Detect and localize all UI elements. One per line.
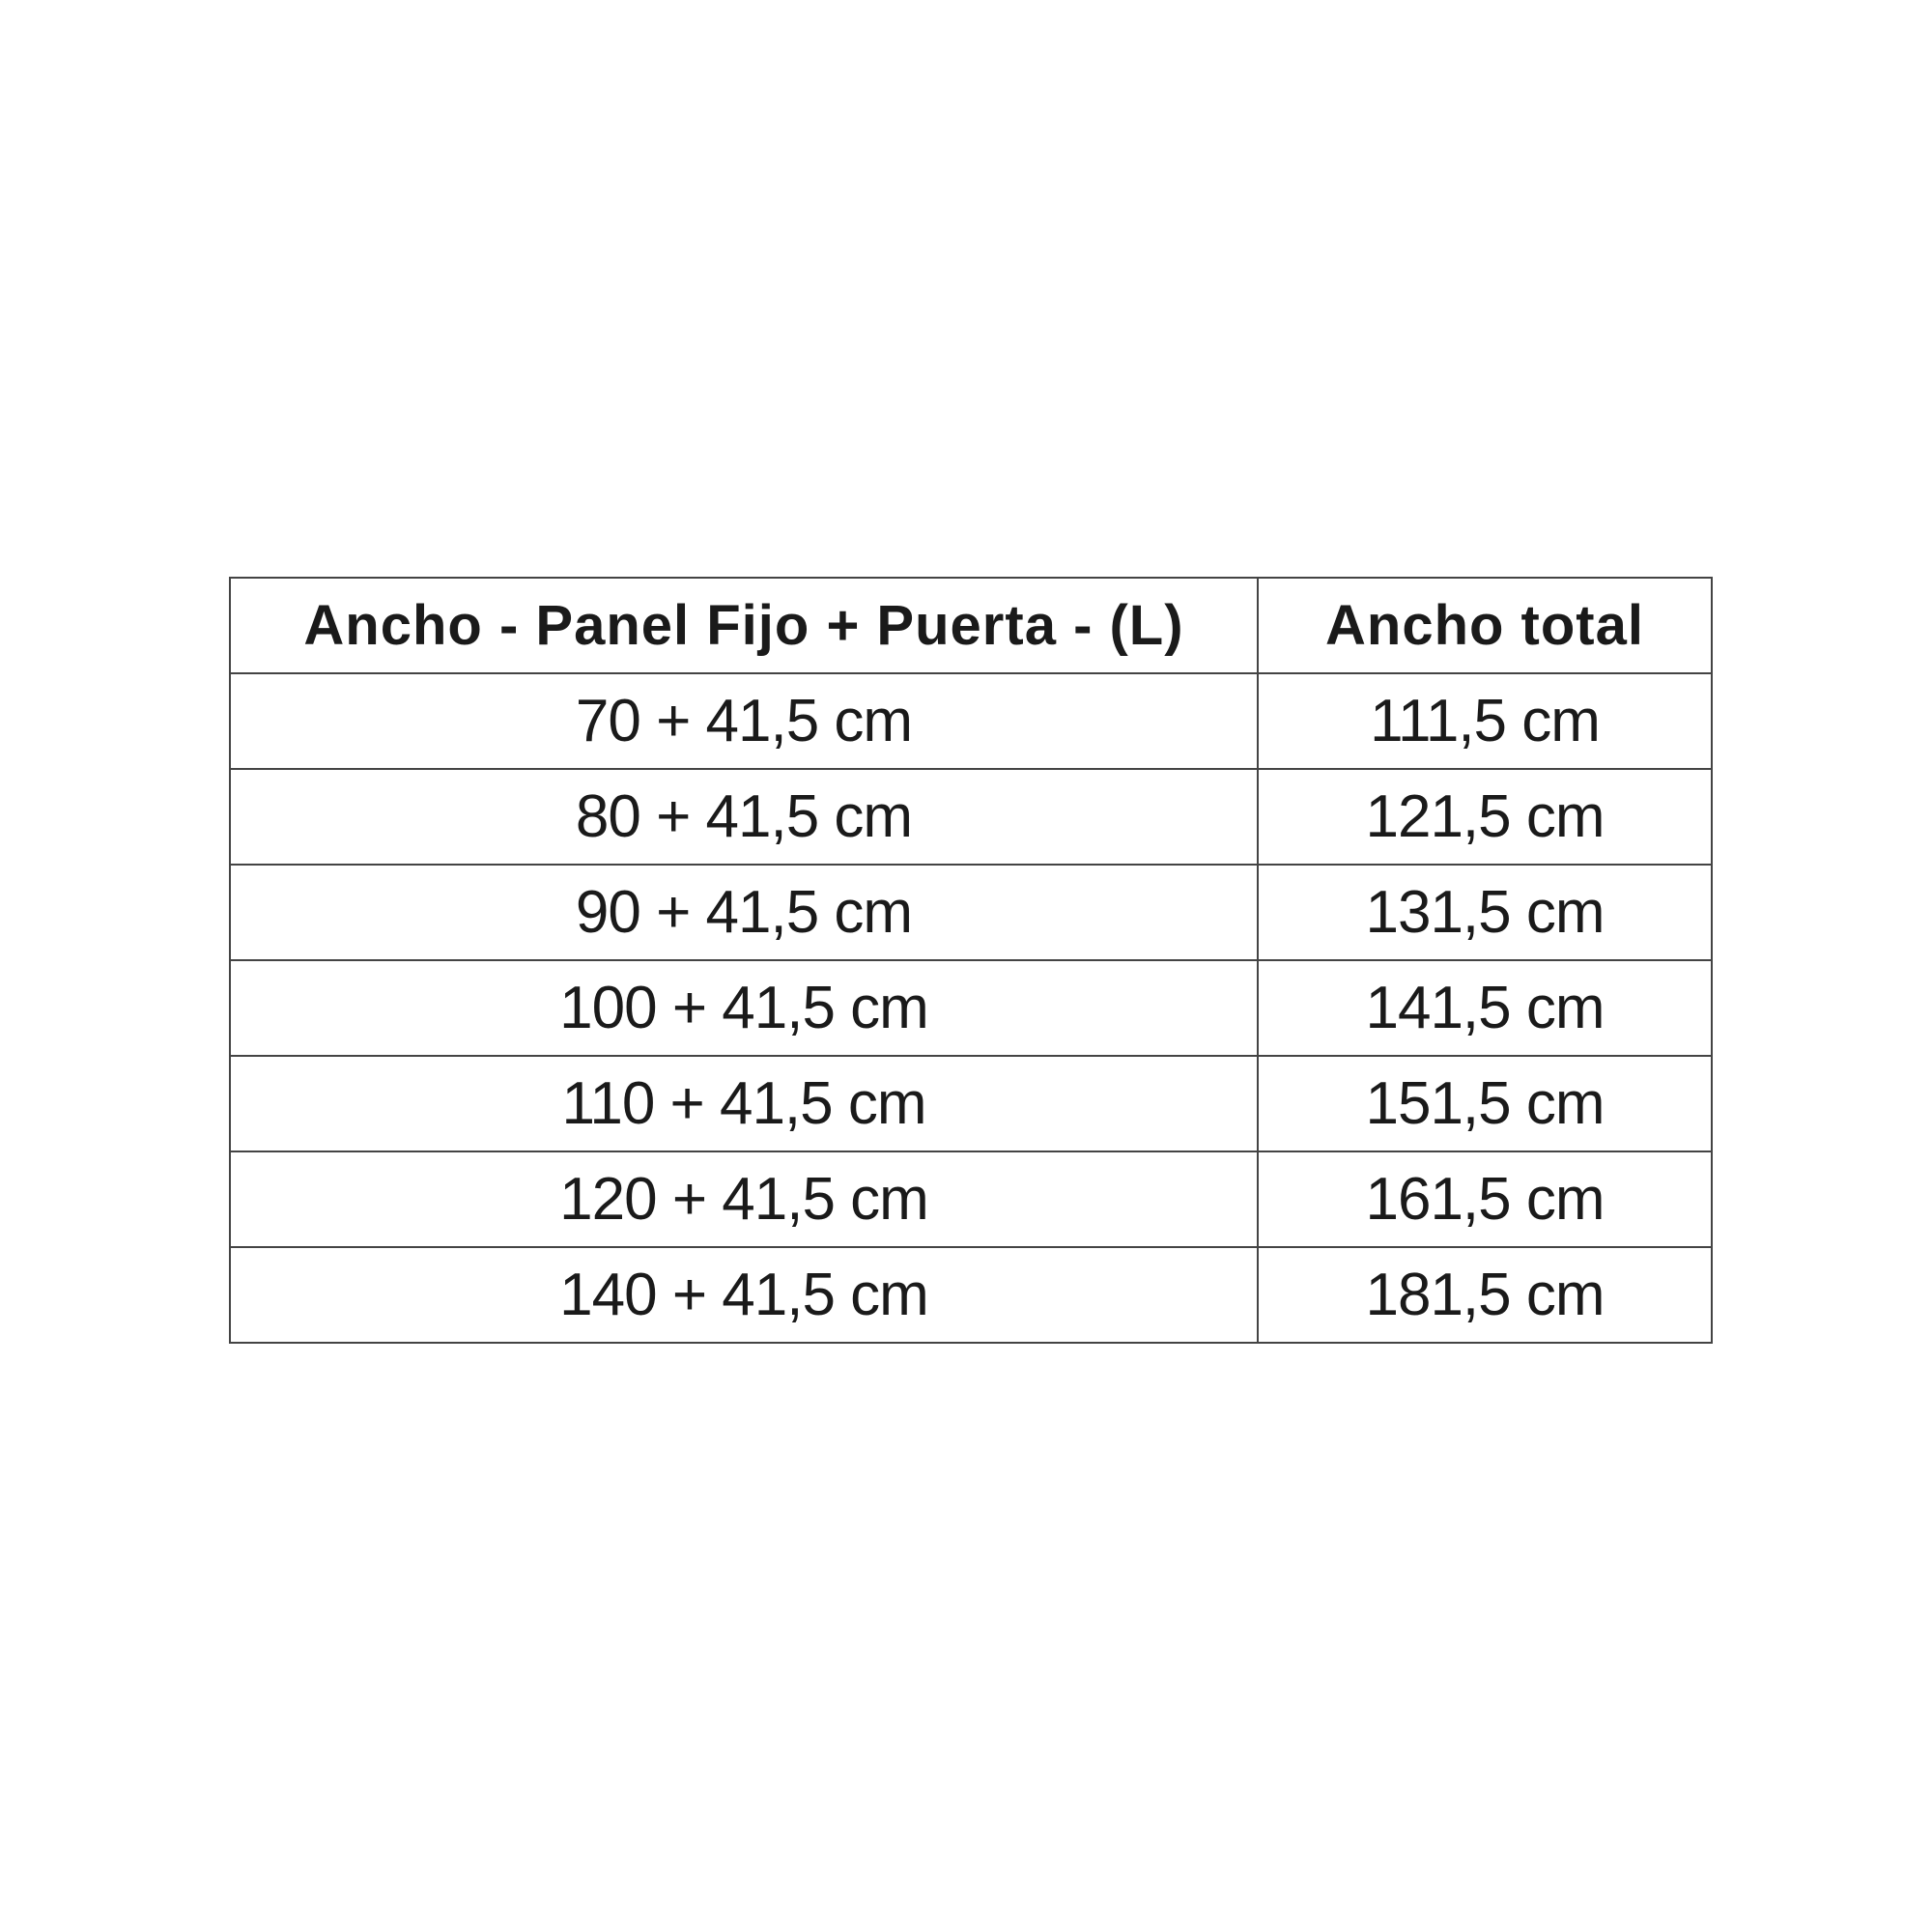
cell-width-panel-door: 100 + 41,5 cm [230, 960, 1258, 1056]
table-header [230, 578, 1712, 673]
header-width-panel-door: Ancho - Panel Fijo + Puerta - (L) [230, 578, 1258, 673]
header-total-width: Ancho total [1258, 578, 1712, 673]
cell-total-width: 121,5 cm [1258, 769, 1712, 865]
table-row [230, 960, 1712, 1056]
cell-width-panel-door: 120 + 41,5 cm [230, 1151, 1258, 1247]
cell-total-width: 161,5 cm [1258, 1151, 1712, 1247]
cell-width-panel-door: 70 + 41,5 cm [230, 673, 1258, 769]
cell-total-width: 181,5 cm [1258, 1247, 1712, 1343]
table-row [230, 769, 1712, 865]
table-row [230, 1247, 1712, 1343]
cell-width-panel-door: 90 + 41,5 cm [230, 865, 1258, 960]
header-row [230, 578, 1712, 673]
table-row [230, 1151, 1712, 1247]
table-body [230, 673, 1712, 1343]
cell-total-width: 151,5 cm [1258, 1056, 1712, 1151]
cell-total-width: 111,5 cm [1258, 673, 1712, 769]
table-row [230, 1056, 1712, 1151]
cell-total-width: 131,5 cm [1258, 865, 1712, 960]
cell-width-panel-door: 80 + 41,5 cm [230, 769, 1258, 865]
cell-total-width: 141,5 cm [1258, 960, 1712, 1056]
cell-width-panel-door: 110 + 41,5 cm [230, 1056, 1258, 1151]
size-table [229, 577, 1713, 1344]
cell-width-panel-door: 140 + 41,5 cm [230, 1247, 1258, 1343]
table-row [230, 673, 1712, 769]
table-row [230, 865, 1712, 960]
